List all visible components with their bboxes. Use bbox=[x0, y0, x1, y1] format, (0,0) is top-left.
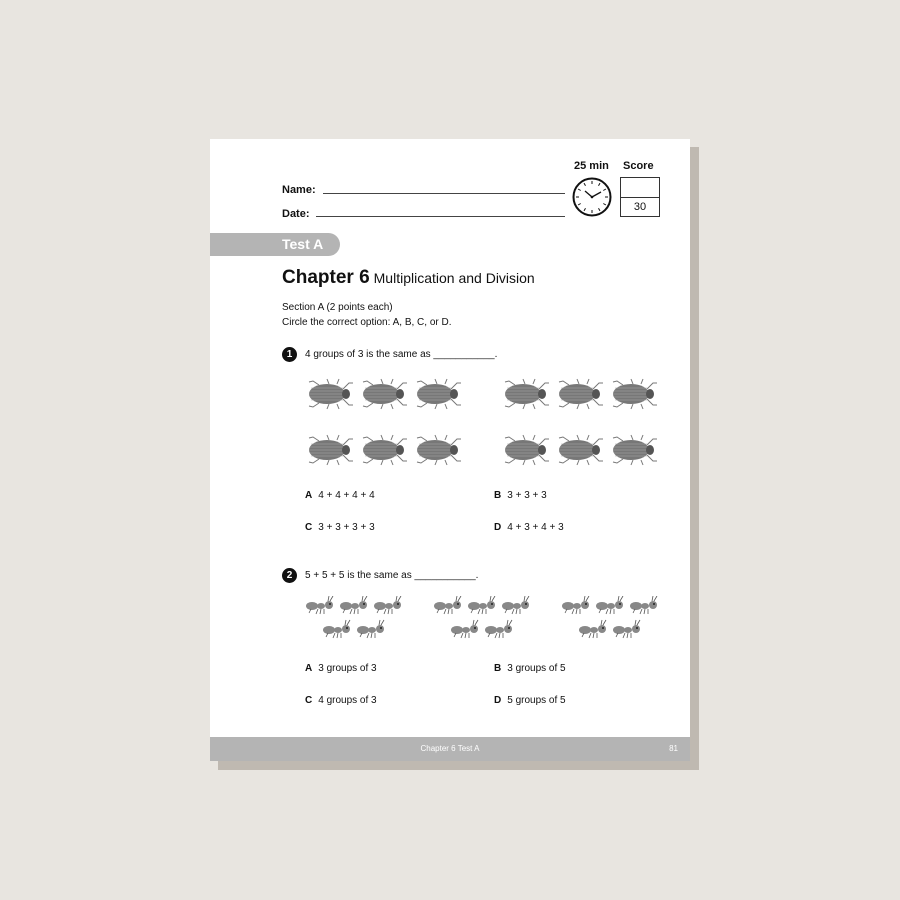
question-number: 2 bbox=[282, 568, 297, 583]
chapter-number: Chapter 6 bbox=[282, 267, 370, 288]
question-text: 5 + 5 + 5 is the same as ___________. bbox=[305, 570, 479, 581]
beetle-icon bbox=[613, 435, 657, 465]
chapter-subtitle: Multiplication and Division bbox=[373, 270, 535, 286]
option-d[interactable]: D 5 groups of 5 bbox=[494, 695, 566, 706]
beetle-icon bbox=[417, 379, 461, 409]
worksheet-page bbox=[210, 139, 690, 761]
page-number: 81 bbox=[669, 744, 678, 753]
page-title bbox=[282, 267, 535, 289]
option-c[interactable]: C 3 + 3 + 3 + 3 bbox=[305, 522, 375, 533]
option-a[interactable]: A 4 + 4 + 4 + 4 bbox=[305, 490, 375, 501]
test-banner bbox=[210, 233, 340, 256]
date-line[interactable] bbox=[316, 216, 565, 217]
question-number: 1 bbox=[282, 347, 297, 362]
option-a[interactable]: A 3 groups of 3 bbox=[305, 663, 377, 674]
ant-icon bbox=[451, 620, 478, 638]
option-d[interactable]: D 4 + 3 + 4 + 3 bbox=[494, 522, 564, 533]
beetle-icon bbox=[309, 435, 353, 465]
beetle-icon bbox=[309, 379, 353, 409]
beetle-icon bbox=[559, 435, 603, 465]
ant-icon bbox=[596, 596, 623, 614]
score-label: Score bbox=[623, 160, 654, 172]
ant-icon bbox=[630, 596, 657, 614]
option-b[interactable]: B 3 groups of 5 bbox=[494, 663, 566, 674]
ant-icon bbox=[323, 620, 350, 638]
section-heading: Section A (2 points each) bbox=[282, 302, 393, 313]
beetle-icon bbox=[417, 435, 461, 465]
beetle-icon bbox=[505, 379, 549, 409]
beetle-groups bbox=[305, 376, 665, 476]
option-c[interactable]: C 4 groups of 3 bbox=[305, 695, 377, 706]
name-line[interactable] bbox=[323, 193, 565, 194]
ant-groups bbox=[305, 596, 665, 646]
ant-icon bbox=[579, 620, 606, 638]
name-label: Name: bbox=[282, 184, 316, 196]
ant-icon bbox=[613, 620, 640, 638]
ant-icon bbox=[562, 596, 589, 614]
test-label: Test A bbox=[282, 236, 324, 252]
directions-text: Circle the correct option: A, B, C, or D. bbox=[282, 317, 452, 328]
ant-icon bbox=[502, 596, 529, 614]
beetle-icon bbox=[613, 379, 657, 409]
option-b[interactable]: B 3 + 3 + 3 bbox=[494, 490, 547, 501]
beetle-icon bbox=[363, 435, 407, 465]
footer-text: Chapter 6 Test A bbox=[420, 744, 480, 753]
clock-icon bbox=[572, 177, 612, 217]
beetle-icon bbox=[559, 379, 603, 409]
date-label: Date: bbox=[282, 208, 310, 220]
time-limit: 25 min bbox=[574, 160, 609, 172]
ant-icon bbox=[434, 596, 461, 614]
ant-icon bbox=[485, 620, 512, 638]
ant-icon bbox=[374, 596, 401, 614]
score-box[interactable] bbox=[620, 177, 660, 217]
ant-icon bbox=[357, 620, 384, 638]
question-text: 4 groups of 3 is the same as ___________. bbox=[305, 349, 498, 360]
ant-icon bbox=[306, 596, 333, 614]
beetle-icon bbox=[363, 379, 407, 409]
score-total: 30 bbox=[633, 201, 647, 213]
ant-icon bbox=[468, 596, 495, 614]
ant-icon bbox=[340, 596, 367, 614]
beetle-icon bbox=[505, 435, 549, 465]
page-footer bbox=[210, 737, 690, 761]
